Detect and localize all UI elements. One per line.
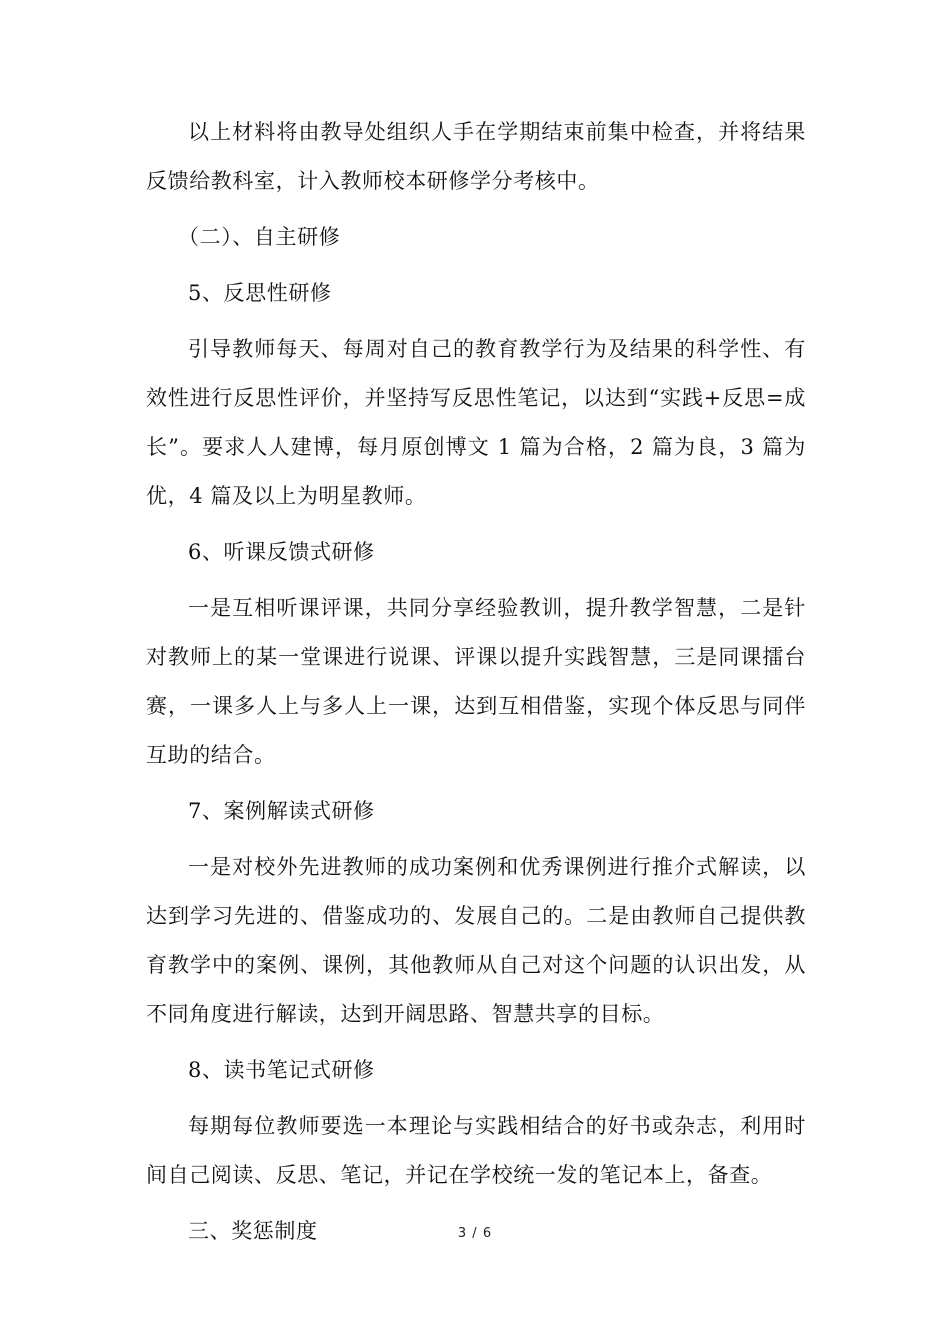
- subheading-reading-notes-study: 8、读书笔记式研修: [188, 1058, 375, 1082]
- paragraph-lesson-feedback-study: 一是互相听课评课，共同分享经验教训，提升教学智慧，二是针对教师上的某一堂课进行说课、评课以提升实践智慧，三是同课擂台赛，一课多人上与多人上一课，达到互相借鉴，实现个体反思与同伴互助的结合。: [146, 596, 806, 767]
- paragraph-reading-notes-study: 每期每位教师要选一本理论与实践相结合的好书或杂志，利用时间自己阅读、反思、笔记，并记在学校统一发的笔记本上，备查。: [146, 1114, 806, 1187]
- section-heading-rewards-penalties: 三、奖惩制度: [188, 1219, 318, 1243]
- paragraph-case-study: 一是对校外先进教师的成功案例和优秀课例进行推介式解读，以达到学习先进的、借鉴成功的、发展自己的。二是由教师自己提供教育教学中的案例、课例，其他教师从自己对这个问题的认识出发，从不同角度进行解读，达到开阔思路、智慧共享的目标。: [146, 855, 806, 1026]
- subheading-reflective-study: 5、反思性研修: [188, 281, 332, 305]
- page-number: 3 / 6: [457, 1226, 493, 1241]
- document-body: [146, 108, 806, 1256]
- paragraph-reflective-study: 引导教师每天、每周对自己的教育教学行为及结果的科学性、有效性进行反思性评价，并坚持写反思性笔记，以达到“实践+反思=成长”。要求人人建博，每月原创博文 1 篇为合格，2 篇为良，3 篇为优，4 篇及以上为明星教师。: [146, 337, 806, 508]
- paragraph-materials-check: 以上材料将由教导处组织人手在学期结束前集中检查，并将结果反馈给教科室，计入教师校本研修学分考核中。: [146, 120, 806, 193]
- subheading-lesson-feedback-study: 6、听课反馈式研修: [188, 540, 375, 564]
- section-heading-self-study: （二）、自主研修: [178, 225, 341, 249]
- subheading-case-study: 7、案例解读式研修: [188, 799, 375, 823]
